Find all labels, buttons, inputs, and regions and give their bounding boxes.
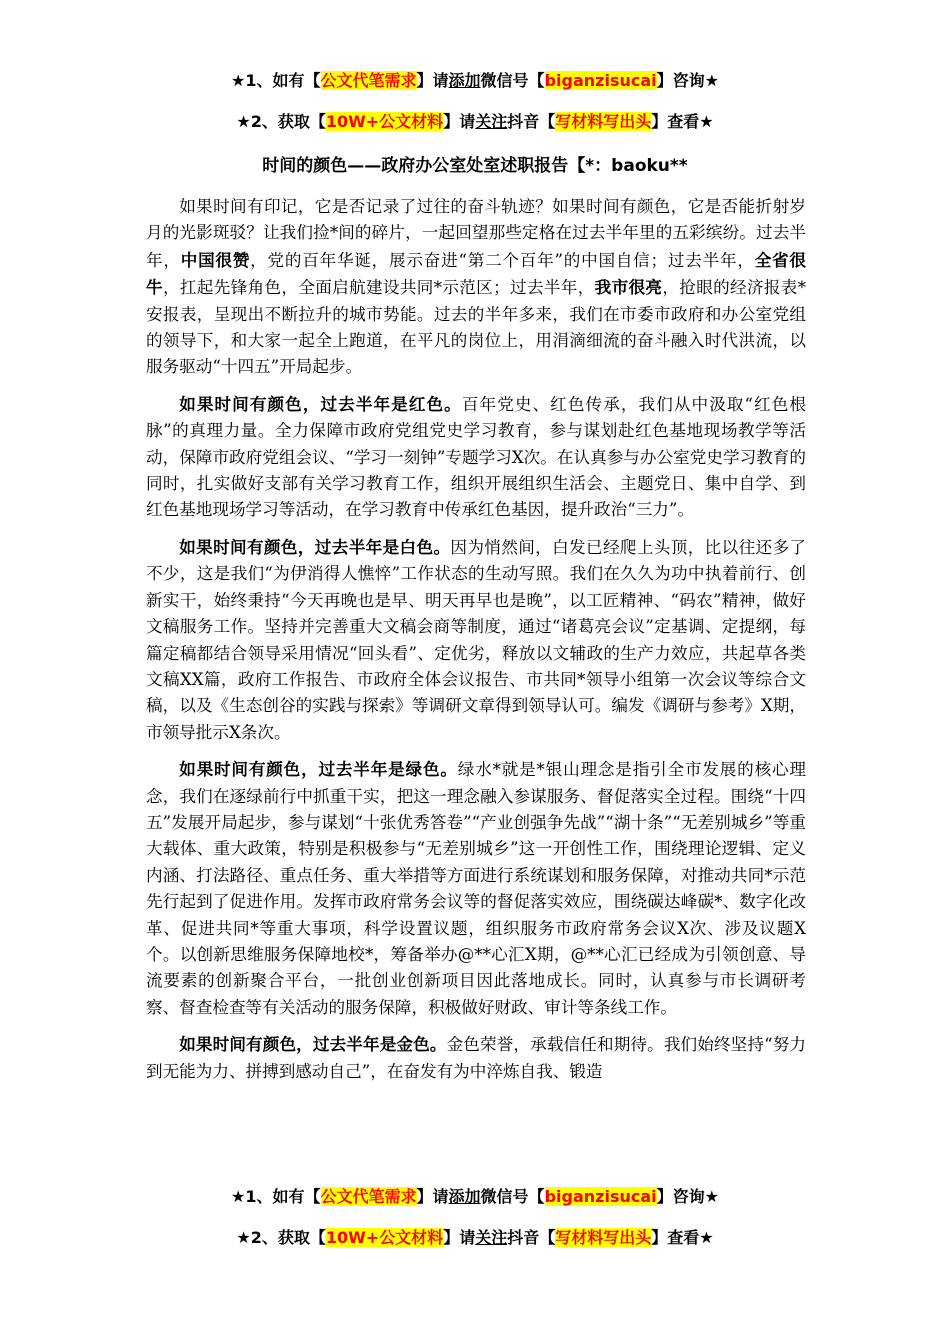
ad-underline: 关注 <box>475 1228 508 1247</box>
ad-text: ★2、获取【 <box>236 1228 326 1247</box>
paragraph-green <box>146 756 806 1021</box>
ad-highlight: 写材料写出头 <box>555 1228 652 1247</box>
ad-text: 抖音【 <box>507 1228 556 1247</box>
ad-text: 】请 <box>416 71 449 90</box>
ad-highlight: 公文代笔需求 <box>320 1187 417 1206</box>
paragraph-gold <box>146 1031 806 1085</box>
paragraph-text: 百年党史、红色传承，我们从中汲取“红色根脉”的真理力量。全力保障市政府党组党史学习教育，参与谋划赴红色基地现场教学等活动，保障市政府党组会议、“学习一刻钟”专题学习X次。在认真参与办公室党史学习教育的同时，扎实做好支部有关学习教育工作，组织开展组织生活会、主题党日、集中自学、到红色基地现场学习等活动，在学习教育中传承红色基因，提升政治“三力”。 <box>146 394 807 520</box>
ad-text: 】查看★ <box>651 1228 714 1247</box>
ad-highlight: 写材料写出头 <box>555 112 652 131</box>
ad-highlight: 10W+公文材料 <box>325 1228 444 1247</box>
paragraph-text: 如果时间有印记，它是否记录了过往的奋斗轨迹？如果时间有颜色，它是否能折射岁月的光影斑驳？让我们捡*间的碎片，一起回望那些定格在过去半年里的五彩缤纷。过去半年， <box>146 197 806 270</box>
ad-highlight: 10W+公文材料 <box>325 112 444 131</box>
paragraph-text: ，党的百年华诞，展示奋进“第二个百年”的中国自信；过去半年， <box>250 250 755 270</box>
ad-text: ★1、如有【 <box>231 1187 321 1206</box>
ad-highlight: biganzisucai <box>544 1187 657 1206</box>
ad-highlight: biganzisucai <box>544 71 657 90</box>
ad-underline: 关注 <box>475 112 508 131</box>
footer-ad-line-2 <box>0 1227 950 1249</box>
ad-underline: 添加 <box>448 1187 481 1206</box>
ad-text: 抖音【 <box>507 112 556 131</box>
paragraph-text: 因为悄然间，白发已经爬上头顶，比以往还多了不少，这是我们“为伊消得人憔悴”工作状态的生动写照。我们在久久为功中执着前行、创新实干，始终秉持“今天再晚也是早、明天再早也是晚”，以工匠精神、“码农”精神，做好文稿服务工作。坚持并完善重大文稿会商等制度，通过“诸葛亮会议”定基调、定提纲，每篇定稿都结合领导采用情况“回头看”、定优劣，释放以文辅政的生产力效应，共起草各类文稿XX篇，政府工作报告、市政府全体会议报告、市共同*领导小组第一次会议等综合文稿，以及《生态创谷的实践与探索》等调研文章得到领导认可。编发《调研与参考》X期，市领导批示X条次。 <box>146 537 807 742</box>
ad-text: 微信号【 <box>480 1187 545 1206</box>
paragraph-lead: 如果时间有颜色，过去半年是白色。 <box>179 536 451 557</box>
paragraph-text: ，扛起先锋角色，全面启航建设共同*示范区；过去半年， <box>162 278 595 298</box>
ad-text: 微信号【 <box>480 71 545 90</box>
paragraph-red <box>146 391 806 524</box>
ad-text: 】咨询★ <box>656 71 719 90</box>
bold-phrase: 我市很亮 <box>594 277 663 298</box>
header-ad-line-1 <box>0 70 950 92</box>
ad-text: 】咨询★ <box>656 1187 719 1206</box>
bold-phrase: 中国很赞 <box>180 249 251 270</box>
paragraph-intro <box>146 194 806 381</box>
ad-text: 】请 <box>416 1187 449 1206</box>
ad-highlight: 公文代笔需求 <box>320 71 417 90</box>
ad-underline: 添加 <box>448 71 481 90</box>
ad-text: 】查看★ <box>651 112 714 131</box>
ad-text: ★1、如有【 <box>231 71 321 90</box>
paragraph-lead: 如果时间有颜色，过去半年是红色。 <box>179 393 462 414</box>
paragraph-text: 绿水*就是*银山理念是指引全市发展的核心理念，我们在逐绿前行中抓重干实，把这一理念融入参谋服务、督促落实全过程。围绕“十四五”发展开局起步，参与谋划“十张优秀答卷”“产业创强争先战”“湖十条”“无差别城乡”等重大载体、重大政策，特别是积极参与“无差别城乡”这一开创性工作，围绕理论逻辑、定义内涵、打法路径、重点任务、重大举措等方面进行系统谋划和服务保障，对推动共同*示范先行起到了促进作用。发挥市政府常务会议等的督促落实效应，围绕碳达峰碳*、数字化改革、促进共同*等重大事项，科学设置议题，组织服务市政府常务会议X次、涉及议题X个。以创新思维服务保障地校*，筹备举办@**心汇X期，@**心汇已经成为引领创意、导流要素的创新聚合平台，一批创业创新项目因此落地成长。同时，认真参与市长调研考察、督查检查等有关活动的服务保障，积极做好财政、审计等条线工作。 <box>146 760 807 1017</box>
document-title: 时间的颜色——政府办公室处室述职报告【*：baoku** <box>262 156 688 176</box>
document-body <box>146 194 806 1095</box>
ad-text: ★2、获取【 <box>236 112 326 131</box>
paragraph-lead: 如果时间有颜色，过去半年是金色。 <box>179 1034 447 1055</box>
ad-text: 】请 <box>443 1228 476 1247</box>
bold-phrase: 全省很牛 <box>146 249 807 298</box>
paragraph-text: 金色荣誉，承载信任和期待。我们始终坚持“努力到无能为力、拼搏到感动自己”，在奋发有为中淬炼自我、锻造 <box>146 1035 807 1081</box>
header-ad-line-2 <box>0 111 950 133</box>
ad-text: 】请 <box>443 112 476 131</box>
footer-ad-line-1 <box>0 1186 950 1208</box>
paragraph-lead: 如果时间有颜色，过去半年是绿色。 <box>179 759 458 780</box>
paragraph-text: ，抢眼的经济报表*安报表，呈现出不断拉升的城市势能。过去的半年多来，我们在市委市政府和办公室党组的领导下，和大家一起全上跑道，在平凡的岗位上，用涓滴细流的奋斗融入时代洪流，以服务驱动“十四五”开局起步。 <box>146 278 807 377</box>
paragraph-white <box>146 534 806 746</box>
